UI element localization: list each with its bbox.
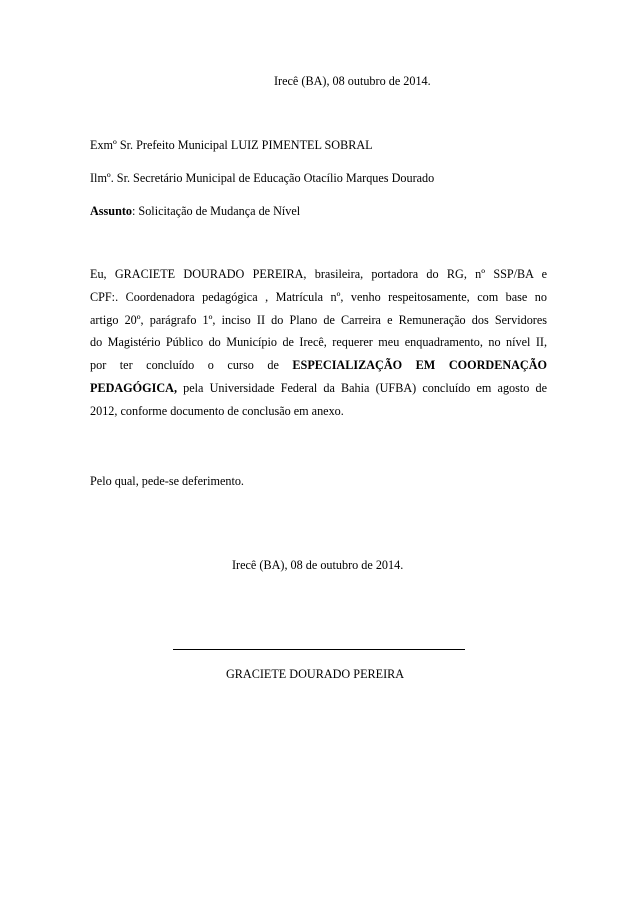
paragraph-line-5-text: por ter concluído o curso de (90, 358, 279, 373)
paragraph-line-3: artigo 20º, parágrafo 1º, inciso II do Plano de Carreira e Remuneração dos Servidores (90, 312, 547, 327)
course-name-part-2: PEDAGÓGICA, (90, 380, 178, 395)
subject-label: Assunto (90, 204, 132, 218)
course-name-part-1: ESPECIALIZAÇÃO EM COORDENAÇÃO (292, 358, 548, 373)
paragraph-line-2: CPF:. Coordenadora pedagógica , Matrícula nº, venho respeitosamente, com base no (90, 289, 547, 304)
paragraph-line-1: Eu, GRACIETE DOURADO PEREIRA, brasileira, portadora do RG, nº SSP/BA e (90, 267, 547, 281)
signature-name: GRACIETE DOURADO PEREIRA (226, 667, 405, 681)
paragraph-line-6 (90, 377, 547, 400)
subject-text: : Solicitação de Mudança de Nível (132, 204, 301, 218)
paragraph-line-5 (90, 354, 547, 377)
recipient-prefeito: Exmº Sr. Prefeito Municipal LUIZ PIMENTEL SOBRAL (90, 138, 373, 152)
signature-line (173, 649, 465, 650)
request-paragraph (90, 263, 547, 423)
paragraph-line-4: do Magistério Público do Município de Irecê, requerer meu enquadramento, no nível II, (90, 335, 547, 350)
closing-text: Pelo qual, pede-se deferimento. (90, 474, 244, 488)
footer-date: Irecê (BA), 08 de outubro de 2014. (232, 558, 404, 572)
paragraph-line-6-text: pela Universidade Federal da Bahia (UFBA) concluído em agosto de (183, 380, 548, 395)
recipient-secretario: Ilmº. Sr. Secretário Municipal de Educação Otacílio Marques Dourado (90, 171, 435, 185)
header-date: Irecê (BA), 08 outubro de 2014. (274, 74, 431, 88)
paragraph-line-7: 2012, conforme documento de conclusão em anexo. (90, 403, 344, 418)
subject-line (90, 205, 300, 217)
